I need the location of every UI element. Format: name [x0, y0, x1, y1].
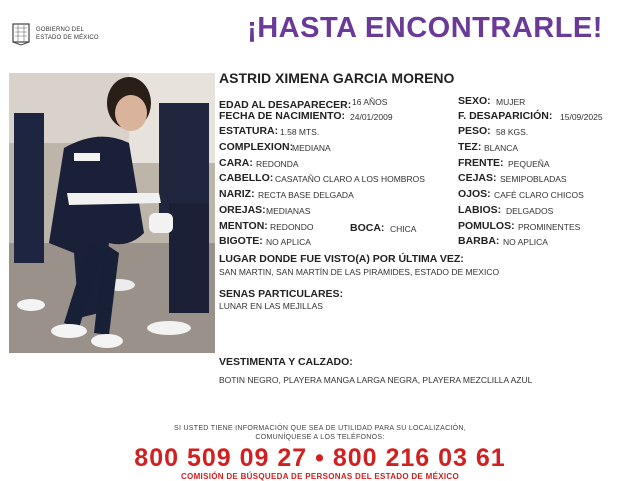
logo-line-1: GOBIERNO DEL: [36, 27, 85, 33]
pomulos-label: POMULOS:: [458, 220, 515, 232]
estatura-label: ESTATURA:: [219, 125, 279, 137]
missing-person-photo: [9, 73, 215, 353]
contact-note: [100, 424, 540, 442]
cejas-value: SEMIPOBLADAS: [500, 174, 567, 184]
peso-value: 58 KGS.: [496, 127, 529, 137]
edad-value: 16 AÑOS: [352, 97, 388, 107]
headline: ¡HASTA ENCONTRARLE!: [247, 12, 603, 44]
contact-note-line-2: COMUNÍQUESE A LOS TELÉFONOS:: [255, 434, 385, 441]
sexo-value: MUJER: [496, 97, 526, 107]
barba-label: BARBA:: [458, 235, 500, 247]
nariz-value: RECTA BASE DELGADA: [258, 190, 354, 200]
vestimenta-label: VESTIMENTA Y CALZADO:: [219, 356, 353, 368]
complexion-value: MEDIANA: [292, 143, 331, 153]
tez-label: TEZ:: [458, 141, 482, 153]
bigote-value: NO APLICA: [266, 237, 311, 247]
vestimenta-value: BOTIN NEGRO, PLAYERA MANGA LARGA NEGRA, PLAYERA MEZCLILLA AZUL: [219, 375, 533, 385]
orejas-value: MEDIANAS: [266, 206, 311, 216]
boca-value: CHICA: [390, 224, 417, 234]
frente-label: FRENTE:: [458, 157, 504, 169]
estatura-value: 1.58 MTS.: [280, 127, 320, 137]
nariz-label: NARIZ:: [219, 188, 255, 200]
sexo-label: SEXO:: [458, 95, 491, 107]
lugar-value: SAN MARTIN, SAN MARTÍN DE LAS PIRAMIDES, ESTADO DE MEXICO: [219, 267, 500, 277]
senas-value: LUNAR EN LAS MEJILLAS: [219, 301, 323, 311]
cara-label: CARA:: [219, 157, 253, 169]
coat-of-arms-icon: [10, 22, 32, 46]
orejas-label: OREJAS:: [219, 204, 266, 216]
menton-label: MENTON:: [219, 220, 268, 232]
desaparicion-value: 15/09/2025: [560, 112, 603, 122]
tez-value: BLANCA: [484, 143, 519, 153]
bigote-label: BIGOTE:: [219, 235, 263, 247]
desaparicion-label: F. DESAPARICIÓN:: [458, 110, 553, 122]
cara-value: REDONDA: [256, 159, 299, 169]
barba-value: NO APLICA: [503, 237, 548, 247]
boca-label: BOCA:: [350, 222, 385, 234]
government-logo: [10, 22, 120, 48]
lugar-label: LUGAR DONDE FUE VISTO(A) POR ÚLTIMA VEZ:: [219, 253, 464, 265]
ojos-value: CAFÉ CLARO CHICOS: [494, 190, 584, 200]
person-name: ASTRID XIMENA GARCIA MORENO: [219, 70, 455, 86]
ojos-label: OJOS:: [458, 188, 491, 200]
nacimiento-label: FECHA DE NACIMIENTO:: [219, 110, 345, 122]
edad-label: EDAD AL DESAPARECER:: [219, 99, 352, 111]
senas-label: SENAS PARTICULARES:: [219, 288, 344, 300]
pomulos-value: PROMINENTES: [518, 222, 581, 232]
cejas-label: CEJAS:: [458, 172, 497, 184]
commission-name: COMISIÓN DE BÚSQUEDA DE PERSONAS DEL ESTADO DE MÉXICO: [180, 472, 459, 481]
frente-value: PEQUEÑA: [508, 159, 550, 169]
complexion-label: COMPLEXION:: [219, 141, 294, 153]
cabello-label: CABELLO:: [219, 172, 274, 184]
contact-note-line-1: SI USTED TIENE INFORMACIÓN QUE SEA DE UTILIDAD PARA SU LOCALIZACIÓN,: [173, 425, 467, 432]
labios-value: DELGADOS: [506, 206, 554, 216]
phone-numbers[interactable]: 800 509 09 27 • 800 216 03 61: [134, 444, 506, 472]
nacimiento-value: 24/01/2009: [350, 112, 393, 122]
peso-label: PESO:: [458, 125, 491, 137]
cabello-value: CASATAÑO CLARO A LOS HOMBROS: [275, 174, 425, 184]
menton-value: REDONDO: [270, 222, 314, 232]
labios-label: LABIOS:: [458, 204, 502, 216]
logo-line-2: ESTADO DE MÉXICO: [36, 35, 99, 41]
